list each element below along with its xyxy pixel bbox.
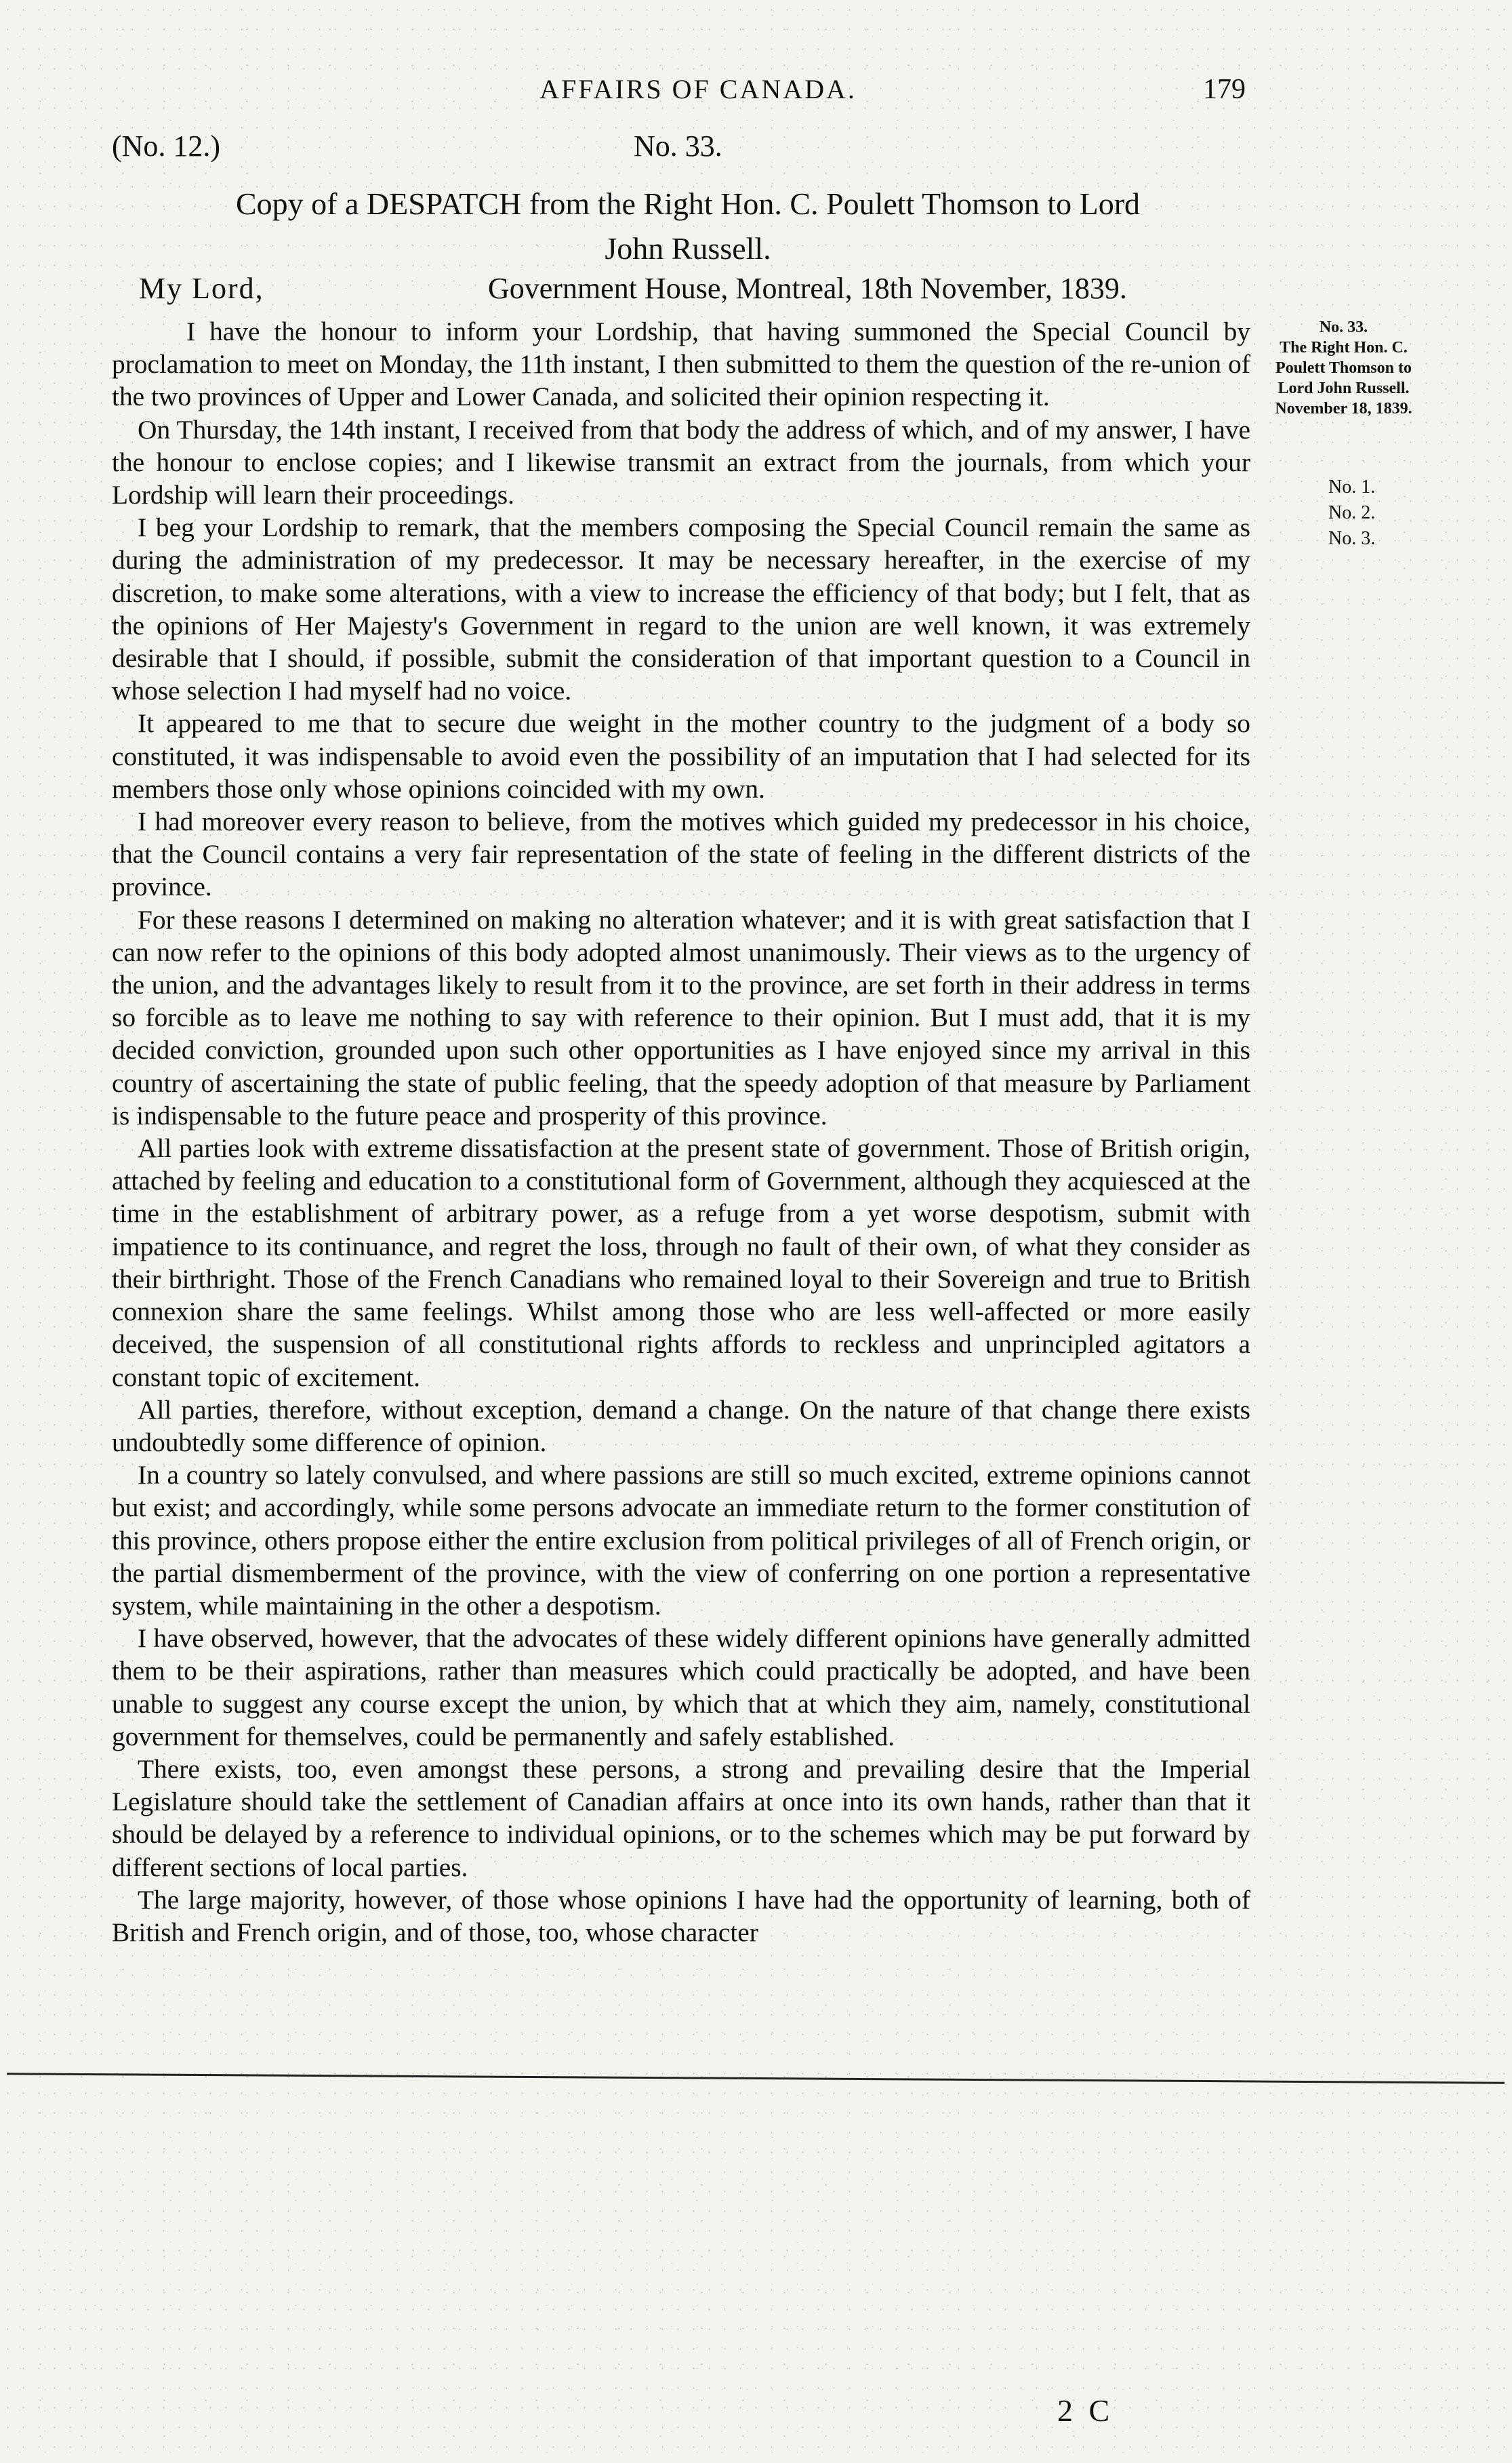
strike-through-line [7,2073,1505,2084]
margin-note-line: The Right Hon. C. [1280,339,1408,357]
paragraph: There exists, too, even amongst these persons, a strong and prevailing desire that the Imperial Legislature should take the settlement of Canadian affairs at once into its own hands, rather than that it should be delayed by a reference to individual opinions, or to the schemes which may be put forward by different sections of local parties. [112,1753,1250,1882]
paragraph: The large majority, however, of those whose opinions I have had the opportunity of learning, both of British and French origin, and of those, too, whose character [112,1884,1250,1947]
despatch-title [112,182,1264,271]
paragraph: For these reasons I determined on making no alteration whatever; and it is with great satisfaction that I can now refer to the opinions of this body adopted almost unanimously. Their views as to the urgency of the union, and the advantages likely to result from it to the province, are set forth in their address in terms so forcible as to leave me nothing to say with reference to their opinion. But I must add, that it is my decided conviction, grounded upon such other opportunities as I have enjoyed since my arrival in this country of ascertaining the state of public feeling, that the speedy adoption of that measure by Parliament is indispensable to the future peace and prosperity of this province. [112,904,1250,1131]
running-title: AFFAIRS OF CANADA. [539,74,857,104]
paragraph: I have observed, however, that the advocates of these widely different opinions have generally admitted them to be their aspirations, rather than measures which could practically be adopted, and have been unable to suggest any course except the union, by which that at which they aim, namely, constitutional government for themselves, could be permanently and safely established. [112,1623,1250,1751]
margin-note-line: No. 33. [1319,319,1368,336]
page-header [0,73,1512,114]
enclosure-ref: No. 3. [1328,528,1376,549]
margin-note-line: November 18, 1839. [1275,400,1412,418]
margin-enclosures [1328,474,1383,552]
salutation-row [112,271,1264,312]
paragraph: In a country so lately convulsed, and where passions are still so much excited, extreme opinions cannot but exist; and accordingly, while some persons advocate an immediate return to the former constitution of this province, others propose either the entire exclusion from political privileges of all of French origin, or the partial dismemberment of the province, with the view of conferring on one portion a representative system, while maintaining in the other a despotism. [112,1460,1250,1621]
page-number: 179 [1203,74,1246,105]
paragraph: It appeared to me that to secure due weight in the mother country to the judgment of a body so constituted, it was indispensable to avoid even the possibility of an imputation that I had selected for its members those only whose opinions coincided with my own. [112,708,1250,804]
despatch-body [112,315,1250,1949]
margin-note-line: Poulett Thomson to [1275,359,1412,377]
enclosure-ref: No. 1. [1328,476,1376,497]
reference-line [0,129,1512,169]
enclosure-ref: No. 2. [1328,502,1376,523]
paragraph: I have the honour to inform your Lordship, that having summoned the Special Council by proclamation to meet on Monday, the 11th instant, I then submitted to them the question of the re-union of the two provinces of Upper and Lower Canada, and solicited their opinion respecting it. [112,317,1250,412]
paragraph: I had moreover every reason to believe, from the motives which guided my predecessor in his choice, that the Council contains a very fair representation of the state of feeling in the different districts of the province. [112,807,1250,902]
margin-note-line: Lord John Russell. [1278,380,1410,397]
paragraph: All parties look with extreme dissatisfaction at the present state of government. Those of British origin, attached by feeling and education to a constitutional form of Government, although they acquiesced at the time in the establishment of arbitrary power, as a refuge from a yet worse despotism, submit with impatience to its continuance, and regret the loss, through no fault of their own, of what they consider as their birthright. Those of the French Canadians who remained loyal to their Sovereign and true to British connexion share the same feelings. Whilst among those who are less well-affected or more easily deceived, the suspension of all constitutional rights affords to reckless and unprincipled agitators a constant topic of excitement. [112,1133,1250,1392]
margin-note [1274,317,1413,419]
reference-paren-number: (No. 12.) [112,129,221,163]
paragraph: All parties, therefore, without exception, demand a change. On the nature of that change there exists undoubtedly some difference of opinion. [112,1394,1250,1457]
paragraph: On Thursday, the 14th instant, I received from that body the address of which, and of my answer, I have the honour to enclose copies; and I likewise transmit an extract from the journals, from which your Lordship will learn their proceedings. [112,414,1250,510]
despatch-number: No. 33. [634,129,722,163]
title-line-1: Copy of a DESPATCH from the Right Hon. C. Poulett Thomson to Lord [235,186,1141,221]
dateline: Government House, Montreal, 18th November, 1839. [488,272,1127,305]
paragraph: I beg your Lordship to remark, that the members composing the Special Council remain the same as during the administration of my predecessor. It may be necessary hereafter, in the exercise of my discretion, to make some alterations, with a view to increase the efficiency of that body; but I felt, that as the opinions of Her Majesty's Government in regard to the union are well known, it was extremely desirable that I should, if possible, submit the consideration of that important question to a Council in whose selection I had myself had no voice. [112,512,1250,706]
salutation: My Lord, [139,272,264,305]
title-line-2: John Russell. [605,231,771,266]
signature-mark: 2 C [1057,2393,1114,2428]
